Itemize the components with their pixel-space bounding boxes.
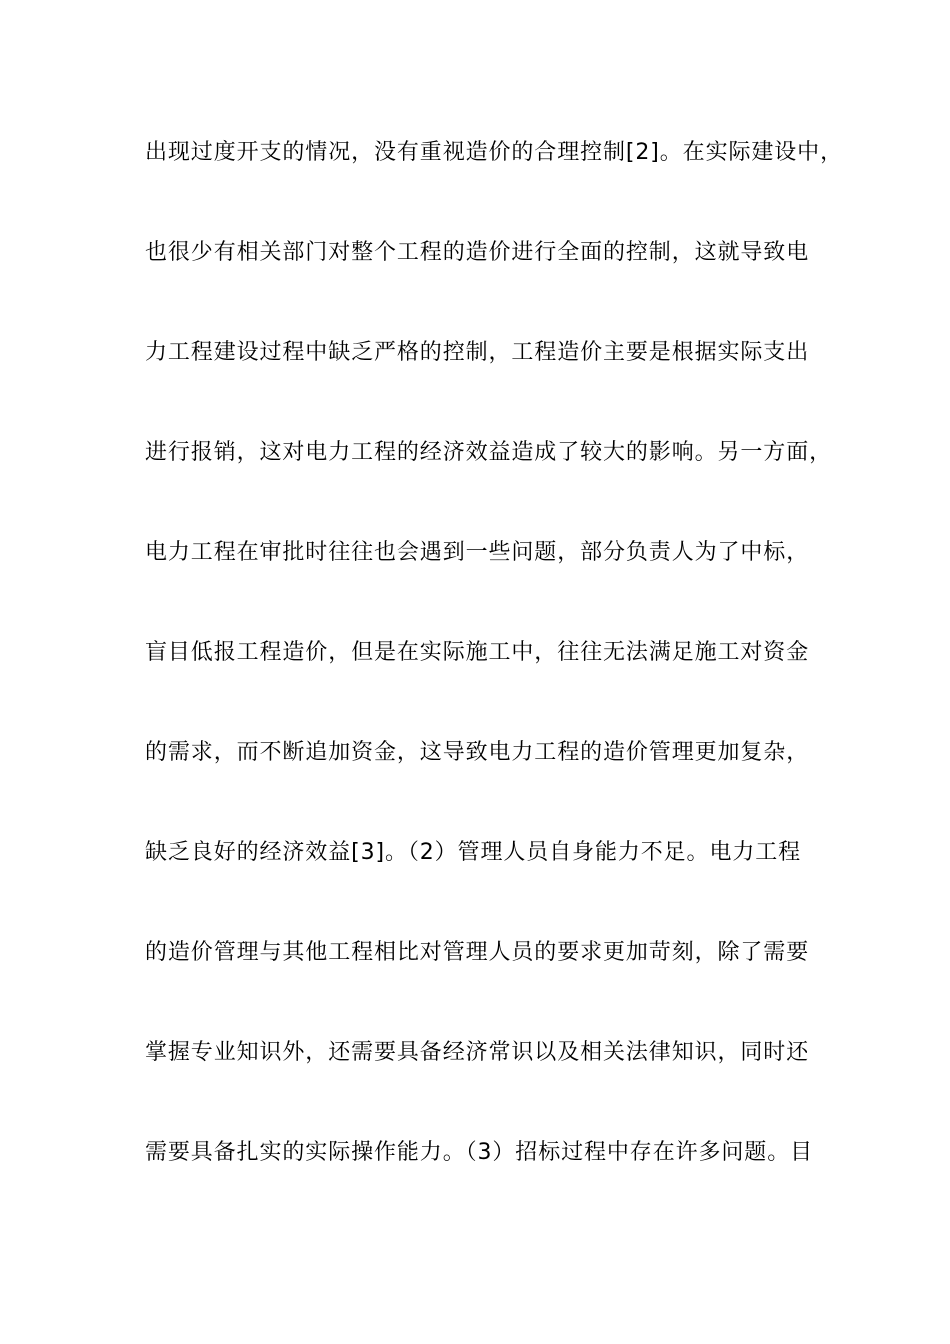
text-line: 的造价管理与其他工程相比对管理人员的要求更加苛刻，除了需要: [145, 940, 810, 965]
text-line: 的需求，而不断追加资金，这导致电力工程的造价管理更加复杂，: [145, 740, 810, 765]
text-line: 力工程建设过程中缺乏严格的控制，工程造价主要是根据实际支出: [145, 340, 810, 365]
text-line: 掌握专业知识外，还需要具备经济常识以及相关法律知识，同时还: [145, 1040, 810, 1065]
text-line: 进行报销，这对电力工程的经济效益造成了较大的影响。另一方面，: [145, 440, 833, 465]
text-line: 缺乏良好的经济效益[3]。（2）管理人员自身能力不足。电力工程: [145, 840, 802, 865]
text-line: 也很少有相关部门对整个工程的造价进行全面的控制，这就导致电: [145, 240, 810, 265]
text-line: 电力工程在审批时往往也会遇到一些问题，部分负责人为了中标，: [145, 540, 810, 565]
body-paragraph: [145, 128, 843, 1228]
text-line: 盲目低报工程造价，但是在实际施工中，往往无法满足施工对资金: [145, 640, 810, 665]
text-line: 需要具备扎实的实际操作能力。（3）招标过程中存在许多问题。目: [145, 1140, 813, 1165]
text-line: 出现过度开支的情况，没有重视造价的合理控制[2]。在实际建设中，: [145, 140, 843, 165]
